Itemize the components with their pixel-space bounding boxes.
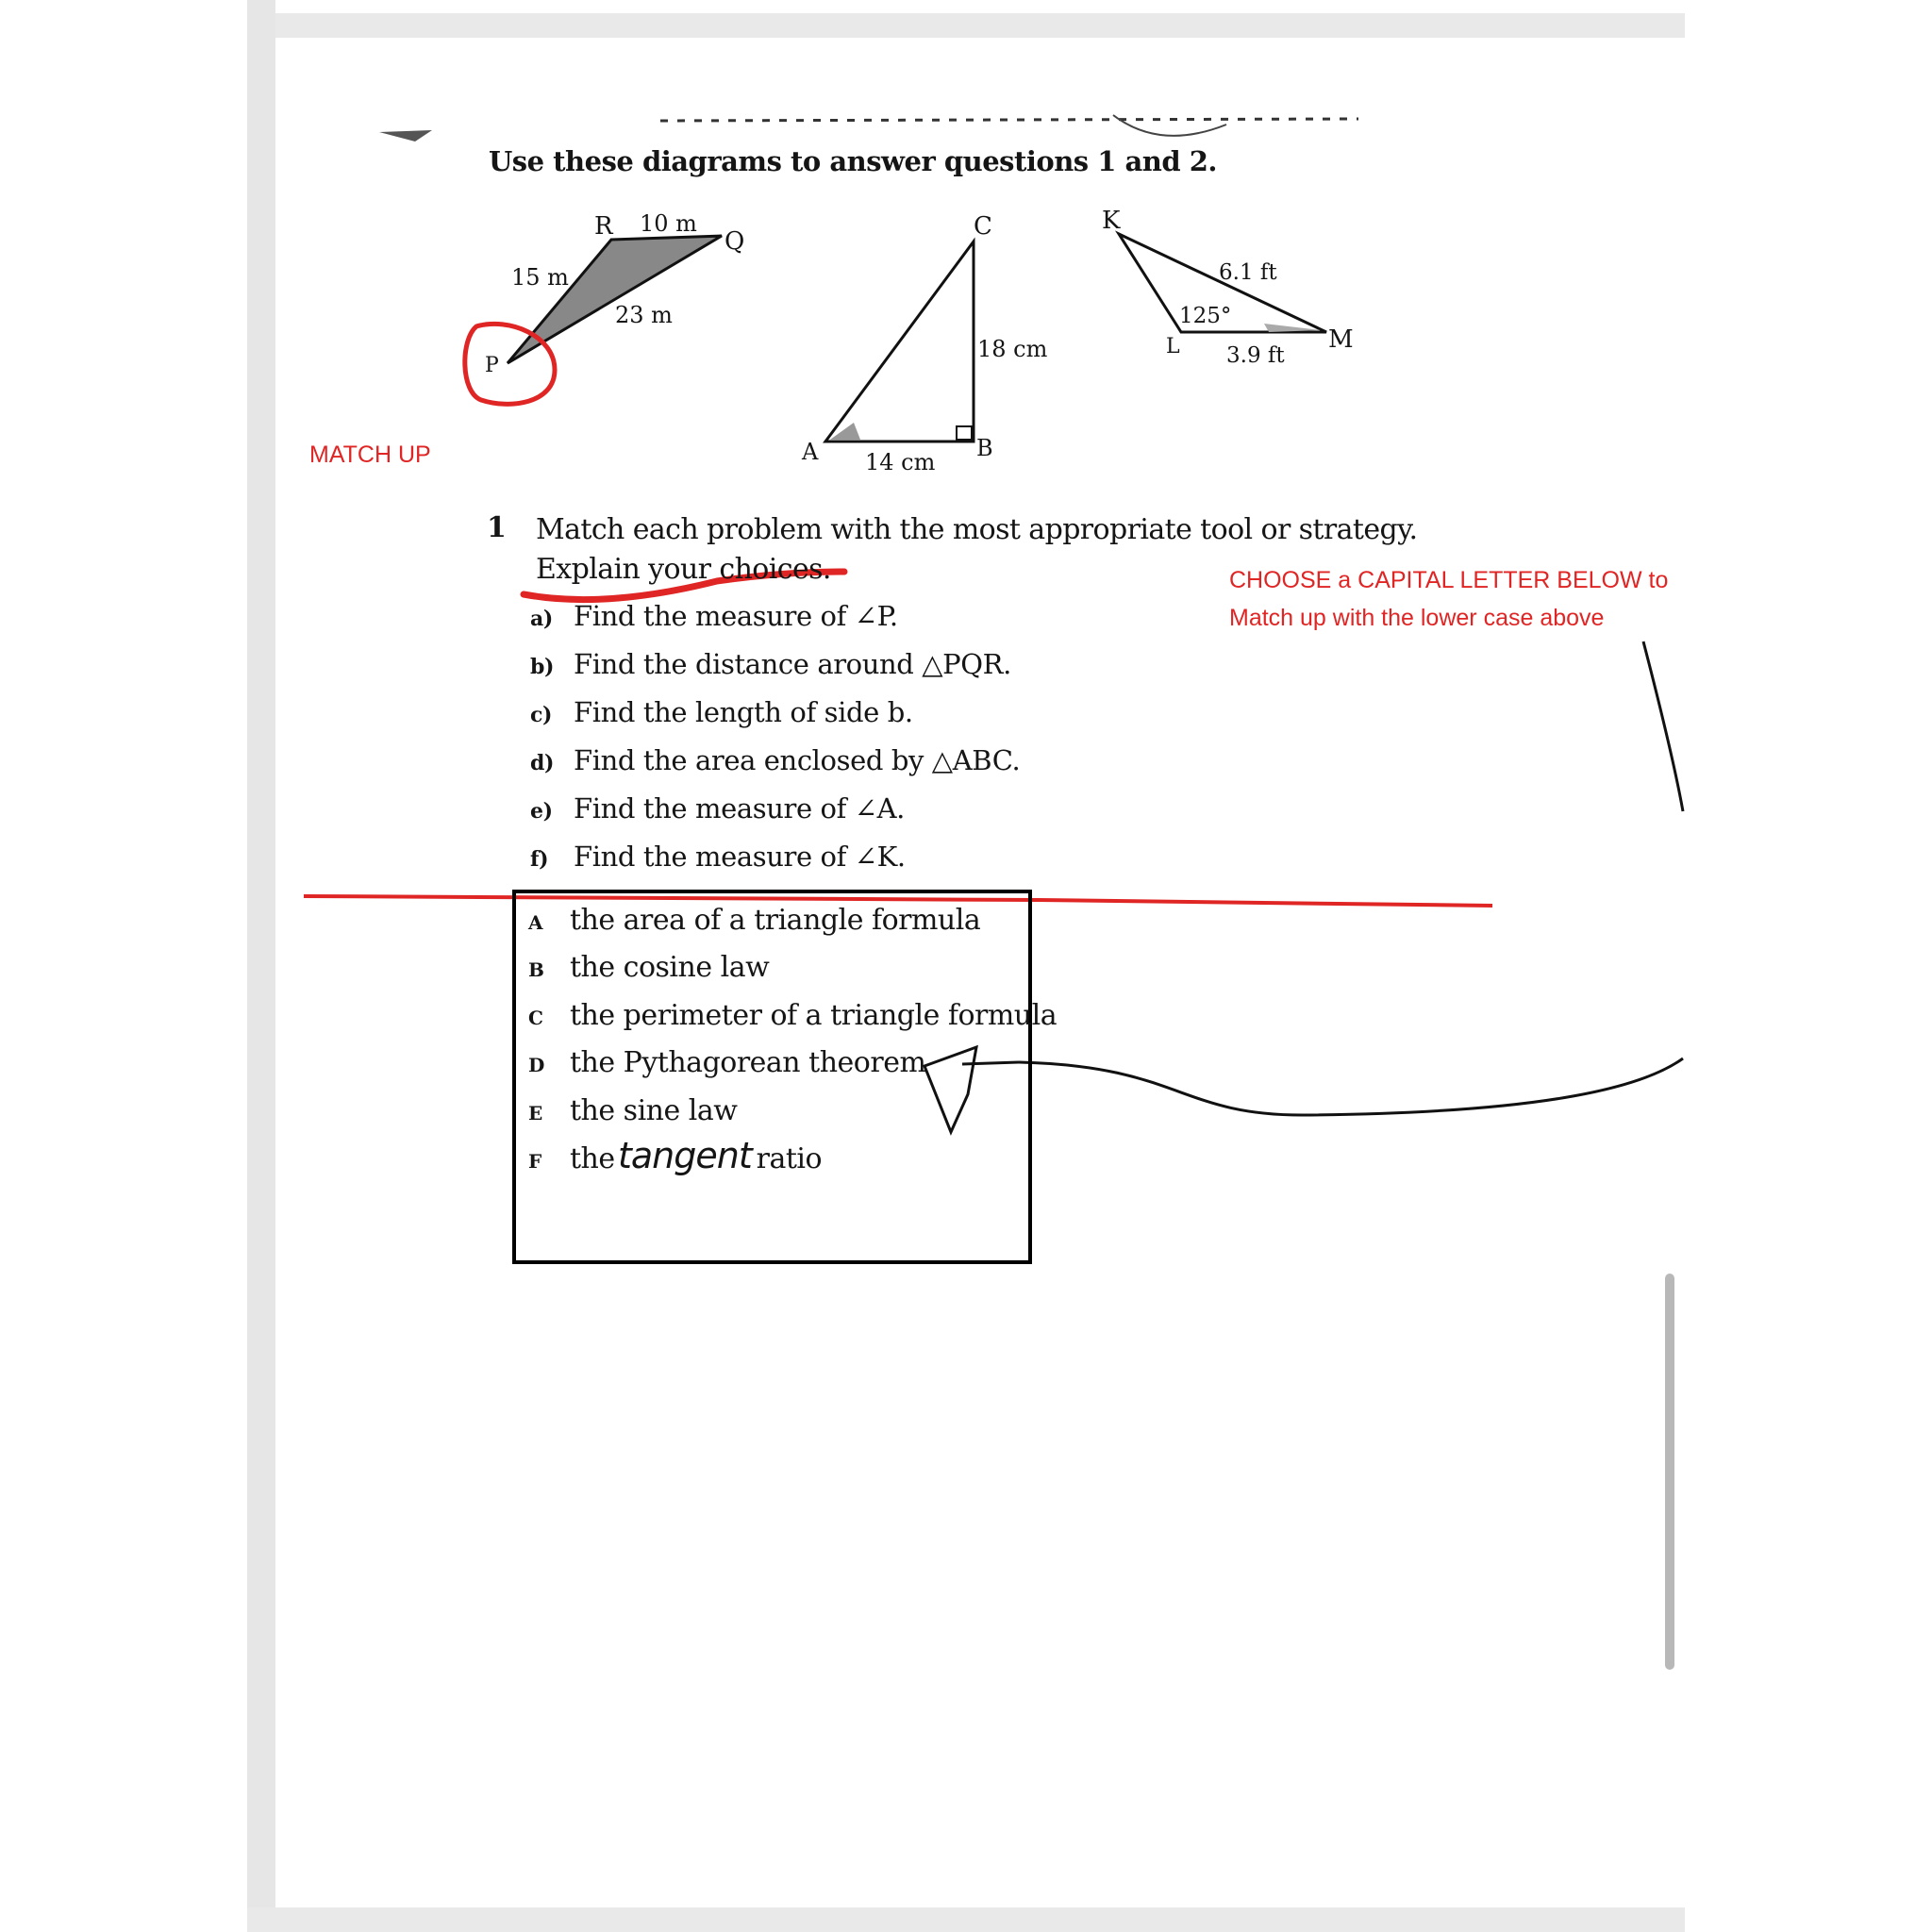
vertex-label-p: P [485, 354, 499, 377]
problem-label: b) [530, 655, 554, 679]
scan-dashed-line [660, 119, 1358, 121]
side-label-rp: 15 m [511, 264, 569, 291]
side-label-bc: 18 cm [977, 336, 1048, 362]
problem-text: Find the distance around △PQR. [574, 648, 1011, 680]
option-label: D [528, 1054, 544, 1076]
problem-item-a [530, 600, 898, 632]
option-text-prefix: the [570, 1142, 615, 1175]
vertex-label-b: B [976, 435, 993, 461]
problem-text: Find the measure of ∠A. [574, 792, 905, 824]
triangle-abc [825, 242, 974, 441]
match-up-note: MATCH UP [309, 441, 431, 468]
problem-text: Find the area enclosed by △ABC. [574, 744, 1021, 776]
pen-arrow-to-option-d [1019, 1058, 1683, 1115]
question-text-line1: Match each problem with the most appropriate tool or strategy. [536, 513, 1418, 546]
right-angle-marker [957, 426, 972, 440]
problem-item-d [530, 744, 1020, 776]
problem-item-f [530, 841, 906, 873]
choose-note-line2: Match up with the lower case above [1229, 605, 1605, 631]
problem-item-b [530, 648, 1011, 680]
option-label: B [528, 958, 544, 981]
option-text: the Pythagorean theorem [570, 1046, 926, 1079]
problem-text: Find the measure of ∠P. [574, 600, 898, 632]
problem-label: e) [530, 799, 553, 824]
vertex-label-q: Q [724, 227, 745, 256]
vertex-label-c: C [974, 212, 992, 241]
vertex-label-a: A [802, 439, 819, 465]
triangle-pqr [508, 236, 722, 363]
vertex-label-k: K [1102, 207, 1121, 235]
vertex-label-r: R [594, 212, 613, 241]
option-e [528, 1094, 737, 1127]
side-label-ab: 14 cm [865, 449, 936, 475]
question-number: 1 [487, 511, 507, 544]
problem-text: Find the length of side b. [574, 696, 913, 728]
option-b [528, 951, 769, 984]
question-text-line2: Explain your choices. [536, 553, 831, 586]
choose-note-line1: CHOOSE a CAPITAL LETTER BELOW to [1229, 567, 1669, 593]
option-a [528, 904, 980, 937]
problem-item-e [530, 792, 905, 824]
side-label-pq: 23 m [615, 302, 673, 328]
angle-label-l: 125° [1179, 304, 1232, 328]
side-label-lm: 3.9 ft [1226, 343, 1285, 368]
handwritten-tangent: tangent [618, 1135, 752, 1176]
option-label: C [528, 1007, 543, 1029]
option-text: the area of a triangle formula [570, 904, 981, 937]
option-label: F [528, 1150, 541, 1173]
problem-item-c [530, 696, 913, 728]
side-label-km: 6.1 ft [1219, 260, 1277, 285]
option-f [528, 1142, 822, 1175]
pen-stroke-right [1643, 641, 1683, 811]
option-text: the cosine law [570, 951, 770, 984]
option-label: A [528, 911, 543, 934]
problem-label: c) [530, 703, 553, 727]
problem-label: a) [530, 607, 553, 631]
vertex-label-l: L [1166, 335, 1180, 358]
option-d [528, 1046, 925, 1079]
diagram-instruction: Use these diagrams to answer questions 1 and 2. [489, 145, 1218, 177]
problem-label: d) [530, 751, 554, 775]
problem-text: Find the measure of ∠K. [574, 841, 906, 873]
option-text-suffix: ratio [756, 1142, 823, 1175]
scan-corner-mark [379, 130, 432, 142]
option-text: the perimeter of a triangle formula [570, 999, 1058, 1032]
vertex-label-m: M [1328, 325, 1354, 354]
problem-label: f) [530, 847, 549, 872]
option-text: the sine law [570, 1094, 738, 1127]
option-label: E [528, 1102, 542, 1124]
side-label-rq: 10 m [640, 210, 697, 237]
option-c [528, 999, 1057, 1032]
